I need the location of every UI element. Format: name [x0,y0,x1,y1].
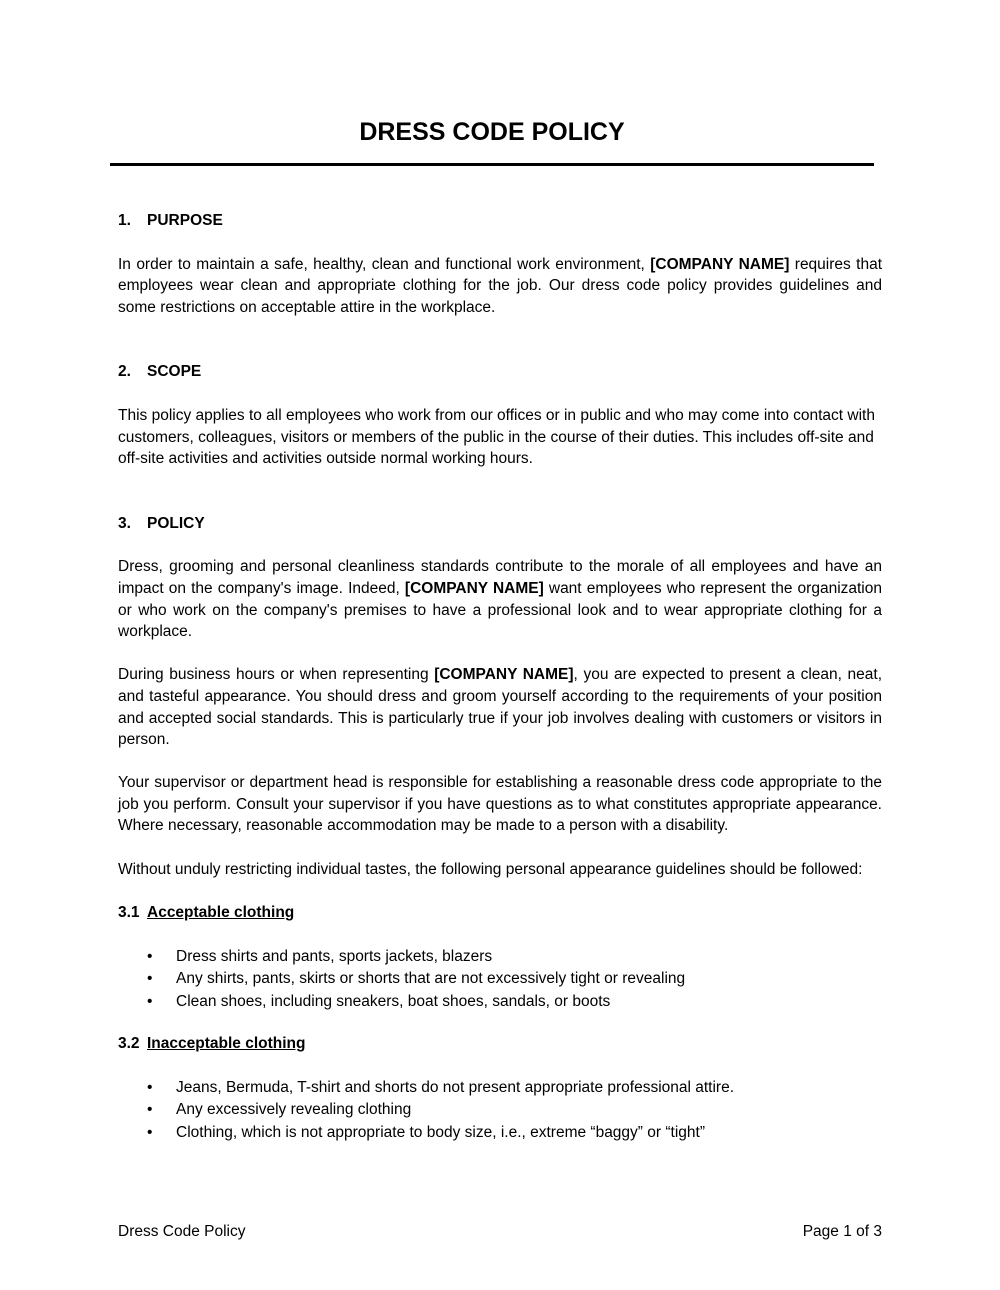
list-item-text: Dress shirts and pants, sports jackets, blazers [176,947,493,965]
text-run: Dress, grooming and personal cleanliness standards contribute to the morale of all employees and have an impact on the company's image. Indeed, [118,558,882,597]
bullet-icon: • [147,970,153,988]
list-item [118,991,882,1014]
text-run: In order to maintain a safe, healthy, clean and functional work environment, [118,255,651,273]
policy-paragraph-1 [118,556,882,642]
list-item [118,1099,882,1122]
list-item-text: Clean shoes, including sneakers, boat shoes, sandals, or boots [176,992,611,1010]
document-title: DRESS CODE POLICY [359,118,625,146]
subsection-heading-acceptable [118,902,882,924]
list-item-text: Any excessively revealing clothing [176,1101,412,1119]
company-name-placeholder: [COMPANY NAME] [404,579,544,597]
document-body [118,210,882,1144]
purpose-paragraph [118,254,882,319]
subsection-title: Acceptable clothing [147,904,295,922]
text-run: During business hours or when representing [118,666,435,684]
acceptable-clothing-list [118,946,882,1014]
bullet-icon: • [147,1101,153,1119]
policy-paragraph-2 [118,664,882,750]
company-name-placeholder: [COMPANY NAME] [650,255,790,273]
list-item-text: Clothing, which is not appropriate to body size, i.e., extreme “baggy” or “tight” [176,1123,705,1141]
section-title: POLICY [147,514,205,532]
inacceptable-clothing-list [118,1077,882,1145]
text-run: want employees who represent the organization or who work on the company's premises to have a professional look and to wear appropriate clothing for a workplace. [118,579,882,641]
footer-page-number: Page 1 of 3 [802,1223,882,1240]
title-divider [110,163,874,166]
bullet-icon: • [147,1123,153,1141]
bullet-icon: • [147,992,153,1010]
subsection-title: Inacceptable clothing [147,1035,306,1053]
list-item [118,1122,882,1145]
section-number: 2. [118,363,131,381]
list-item-text: Jeans, Bermuda, T-shirt and shorts do not present appropriate professional attire. [176,1078,735,1096]
text-run: requires that employees wear clean and appropriate clothing for the job. Our dress code policy provides guidelines and some restrictions on acceptable attire in the workplace. [118,255,883,316]
list-item [118,968,882,991]
section-number: 1. [118,212,131,229]
section-heading-policy [118,513,882,535]
section-title: SCOPE [147,363,202,381]
subsection-heading-inacceptable [118,1033,882,1055]
policy-paragraph-4: Without unduly restricting individual tastes, the following personal appearance guidelines should be followed: [118,860,863,878]
list-item [118,946,882,969]
subsection-number: 3.2 [118,1035,140,1053]
text-run: , you are expected to present a clean, neat, and tasteful appearance. You should dress and groom yourself according to the requirements of your position and accepted social standards. This is particularly true if your job involves dealing with customers or visitors in person. [118,666,883,749]
page-footer [118,1222,882,1242]
bullet-icon: • [147,947,153,965]
section-heading-purpose [118,210,882,232]
policy-paragraph-3: Your supervisor or department head is responsible for establishing a reasonable dress code appropriate to the job you perform. Consult your supervisor if you have questions as to what constitutes appropriate appearance. Where necessary, reasonable accommodation may be made to a person with a disability. [118,774,882,835]
bullet-icon: • [147,1078,153,1096]
subsection-number: 3.1 [118,904,140,922]
section-title: PURPOSE [147,212,223,229]
scope-paragraph: This policy applies to all employees who work from our offices or in public and who may come into contact with customers, colleagues, visitors or members of the public in the course of their duties. This includes off-site and off-site activities and activities outside normal working hours. [118,406,875,468]
section-heading-scope [118,361,882,383]
footer-document-name: Dress Code Policy [118,1223,246,1240]
list-item-text: Any shirts, pants, skirts or shorts that are not excessively tight or revealing [176,970,686,988]
company-name-placeholder: [COMPANY NAME] [434,666,574,684]
section-number: 3. [118,514,131,532]
list-item [118,1077,882,1100]
